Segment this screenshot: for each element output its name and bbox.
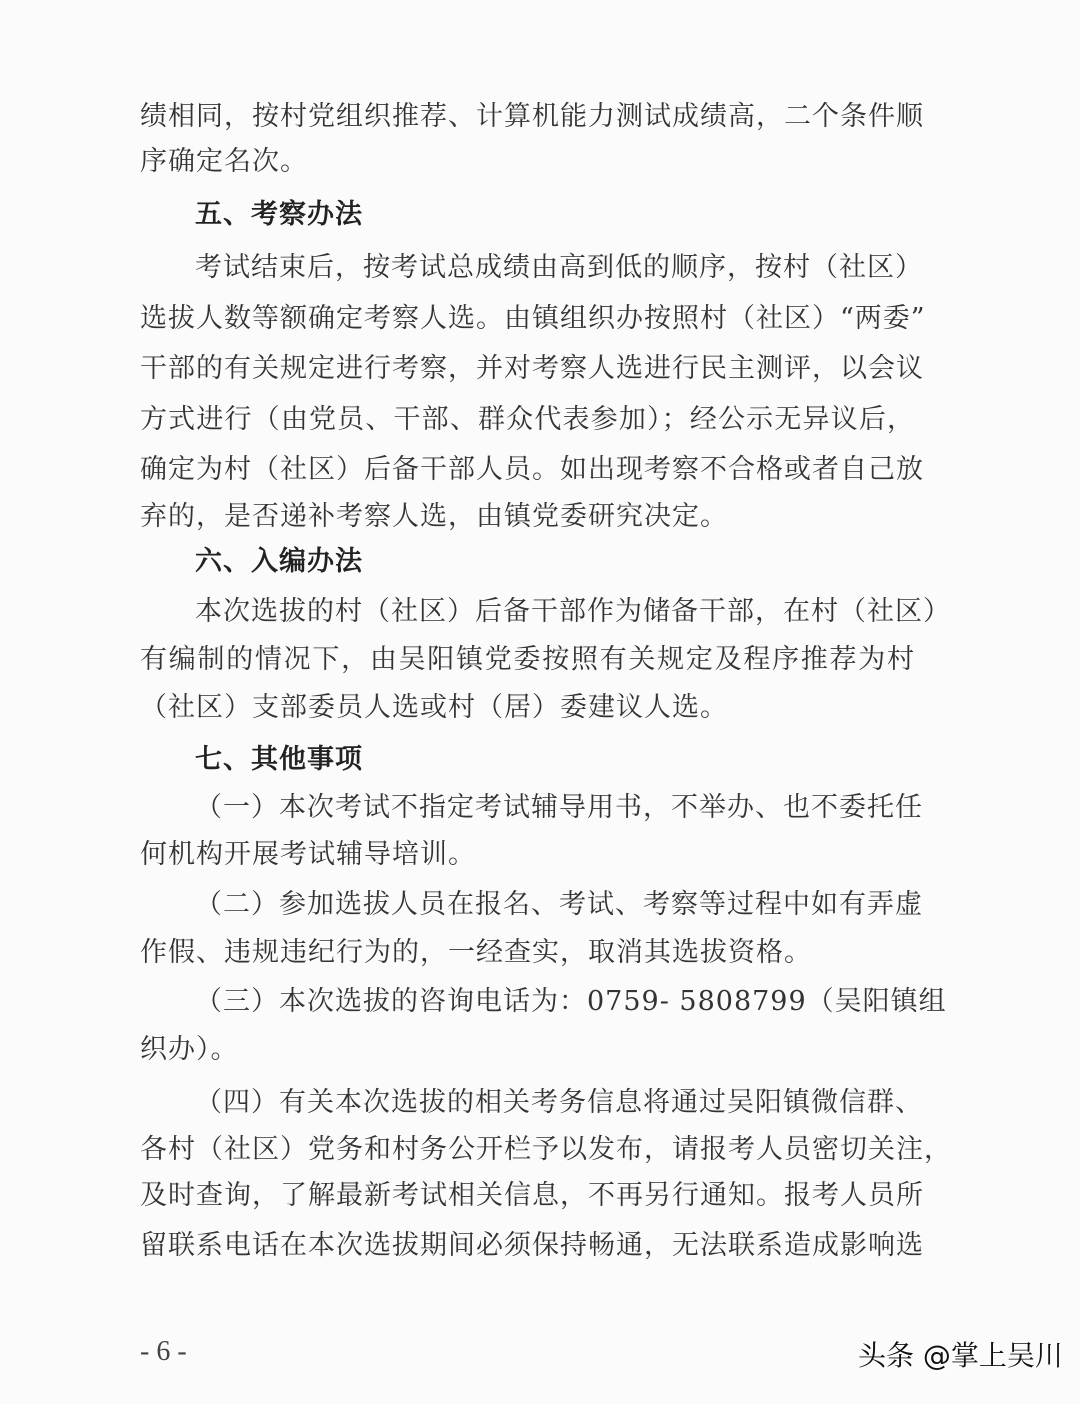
body-line: 何机构开展考试辅导培训。 [140, 839, 476, 870]
body-line: （二）参加选拔人员在报名、考试、考察等过程中如有弄虚 [195, 889, 923, 920]
body-line: （四）有关本次选拔的相关考务信息将通过吴阳镇微信群、 [195, 1087, 923, 1118]
section-heading: 六、入编办法 [195, 546, 363, 577]
body-line: （三）本次选拔的咨询电话为：0759- 5808799（吴阳镇组 [195, 986, 947, 1017]
body-line: 绩相同，按村党组织推荐、计算机能力测试成绩高，二个条件顺 [140, 101, 924, 132]
body-line: 选拔人数等额确定考察人选。由镇组织办按照村（社区）“两委” [140, 303, 926, 334]
section-heading: 七、其他事项 [195, 744, 363, 775]
body-line: 本次选拔的村（社区）后备干部作为储备干部，在村（社区） [195, 596, 951, 627]
body-line: 干部的有关规定进行考察，并对考察人选进行民主测评，以会议 [140, 353, 924, 384]
body-line: 留联系电话在本次选拔期间必须保持畅通，无法联系造成影响选 [140, 1230, 924, 1261]
body-line: （社区）支部委员人选或村（居）委建议人选。 [140, 692, 728, 723]
body-line: 考试结束后，按考试总成绩由高到低的顺序，按村（社区） [195, 252, 923, 283]
body-line: 各村（社区）党务和村务公开栏予以发布，请报考人员密切关注， [140, 1134, 952, 1165]
body-line: 序确定名次。 [140, 146, 308, 177]
body-line: 作假、违规违纪行为的，一经查实，取消其选拔资格。 [140, 937, 812, 968]
body-line: 织办）。 [140, 1034, 239, 1065]
watermark: 头条 @掌上吴川 [858, 1339, 1063, 1372]
body-line: 方式进行（由党员、干部、群众代表参加）；经公示无异议后， [140, 404, 915, 435]
body-line: 确定为村（社区）后备干部人员。如出现考察不合格或者自己放 [140, 454, 924, 485]
body-line: 弃的，是否递补考察人选，由镇党委研究决定。 [140, 501, 728, 532]
body-line: 及时查询，了解最新考试相关信息，不再另行通知。报考人员所 [140, 1180, 924, 1211]
section-heading: 五、考察办法 [195, 199, 363, 230]
body-line: 有编制的情况下，由吴阳镇党委按照有关规定及程序推荐为村 [140, 644, 915, 675]
page-number: - 6 - [140, 1336, 187, 1367]
body-line: （一）本次考试不指定考试辅导用书，不举办、也不委托任 [195, 792, 923, 823]
